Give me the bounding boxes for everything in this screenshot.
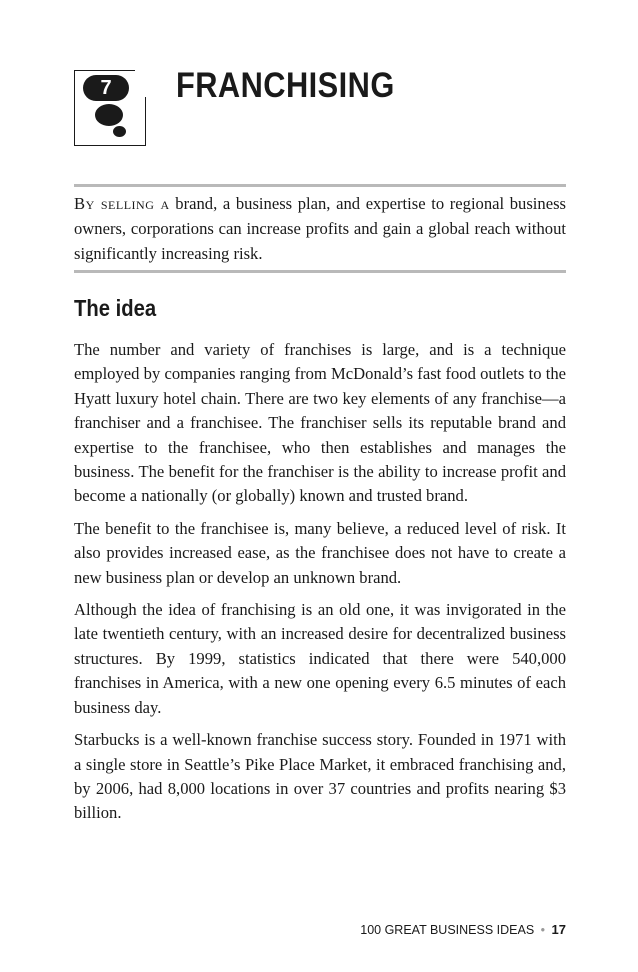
chapter-badge xyxy=(74,70,146,146)
body-paragraph: The benefit to the franchisee is, many believe, a reduced level of risk. It also provides increased ease, as the franchisee does not have to create a new business plan or develop an unknown brand. xyxy=(74,518,566,587)
page-number: 17 xyxy=(551,922,566,937)
body-paragraph: Although the idea of franchising is an old one, it was invigorated in the late twentieth century, with an increased desire for decentralized business structures. By 1999, statistics indicated that there were 540,000 franchises in America, with a new one opening every 6.5 minutes of each business day. xyxy=(74,600,566,717)
chapter-abstract xyxy=(74,191,566,266)
abstract-text: brand, a business plan, and expertise to regional business owners, corporations can increase profits and gain a global reach without significantly increasing risk. xyxy=(74,194,566,263)
body-paragraph: Starbucks is a well-known franchise success story. Founded in 1971 with a single store in Seattle’s Pike Place Market, it embraced franchising and, by 2006, had 8,000 locations in over 37 countries and profits nearing $3 billion. xyxy=(74,730,566,823)
abstract-bottom-rule xyxy=(74,270,566,273)
abstract-top-rule xyxy=(74,184,566,187)
abstract-lead-in: By selling a xyxy=(74,194,170,213)
thought-bubble-small-dot xyxy=(113,126,126,137)
body-paragraph: The number and variety of franchises is large, and is a technique employed by companies ranging from McDonald’s fast food outlets to the Hyatt luxury hotel chain. There are two key elements of any franchise—a franchiser and a franchisee. The franchiser sells its reputable brand and expertise to the franchisee, who then establishes and manages the business. The benefit for the franchiser is the ability to increase profit and become a nationally (or globally) known and trusted brand. xyxy=(74,340,566,506)
footer-separator: • xyxy=(540,923,546,937)
section-heading: The idea xyxy=(74,295,157,321)
footer-book-title: 100 GREAT BUSINESS IDEAS xyxy=(360,923,535,937)
chapter-number: 7 xyxy=(83,75,129,101)
chapter-title: FRANCHISING xyxy=(176,66,395,105)
body-text xyxy=(74,338,566,834)
page-footer xyxy=(360,922,566,937)
thought-bubble-large-dot xyxy=(95,104,123,126)
badge-notch xyxy=(135,70,148,97)
